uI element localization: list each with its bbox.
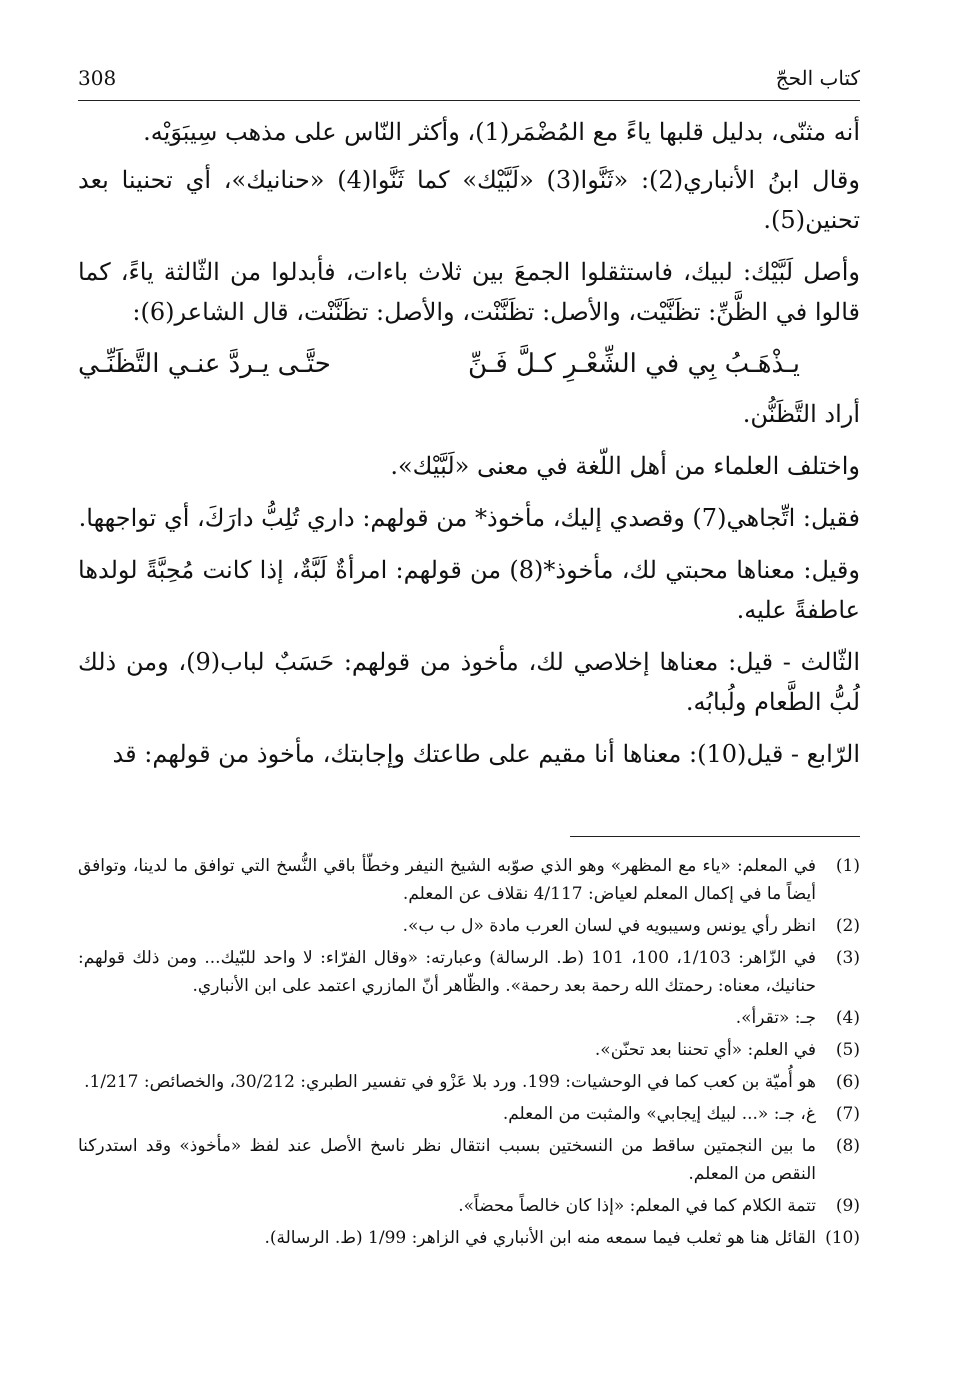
footnote bbox=[78, 1068, 860, 1096]
footnote-number: (8) bbox=[835, 1136, 860, 1156]
footnote-text: جـ: «تقرأ». bbox=[735, 1008, 816, 1028]
main-text bbox=[78, 112, 860, 786]
footnote bbox=[78, 912, 860, 940]
verse-first-hemistich: يـذْهَـبُ بِي في الشِّعْـرِ كـلَّ فَـنِّ bbox=[467, 349, 800, 379]
paragraph: فقيل: اتِّجاهي(7) وقصدي إليك، مأخوذ* من قولهم: داري تُلِبُّ دارَكَ، أي تواجهها. bbox=[78, 504, 860, 532]
footnote-number: (5) bbox=[835, 1040, 860, 1060]
footnote-text: في المعلم: «ياء مع المظهر» وهو الذي صوّبه الشيخ النيفر وخطّأ باقي النُّسخ التي توافق ما لدينا، وتوافق أيضاً ما في إكمال المعلم لعياض: 4/117 نقلاف عن المعلم. bbox=[78, 856, 816, 904]
page-number: 308 bbox=[78, 66, 117, 90]
footnote bbox=[78, 852, 860, 908]
footnote-number: (3) bbox=[835, 948, 860, 968]
poetry-verse bbox=[78, 344, 860, 384]
footnote-number: (9) bbox=[835, 1196, 860, 1216]
paragraph: الرّابع - قيل(10): معناها أنا مقيم على طاعتك وإجابتك، مأخوذ من قولهم: قد bbox=[112, 740, 860, 768]
paragraph: وأصل لَبَّيْك: لبيك، فاستثقلوا الجمعَ بين ثلاث باءات، فأبدلوا من الثّالثة ياءً، كما قالوا في الظَّنِّ: تظَنَّيْت، والأصل: تظَنَّنْت، والأصل: تظَنَّنْت، قال الشاعر(6): bbox=[78, 258, 860, 326]
paragraph: الثّالث - قيل: معناها إخلاصي لك، مأخوذ من قولهم: حَسَبٌ لباب(9)، ومن ذلك لُبُّ الطَّعام ولُبابُه. bbox=[78, 648, 860, 716]
footnote bbox=[78, 1036, 860, 1064]
footnote-text: القائل هنا هو ثعلب فيما سمعه منه ابن الأنباري في الزاهر: 1/99 (ط. الرسالة). bbox=[264, 1228, 816, 1248]
paragraph: أنه مثنّى، بدليل قلبها ياءً مع المُضْمَر(1)، وأكثر النّاس على مذهب سِيبَوَيْه. bbox=[143, 118, 860, 146]
page-header bbox=[78, 60, 860, 101]
footnote-text: غ، جـ: «... لبيك إيجابي» والمثبت من المعلم. bbox=[502, 1104, 816, 1124]
footnote bbox=[78, 1224, 860, 1252]
footnotes bbox=[78, 852, 860, 1256]
footnote bbox=[78, 1100, 860, 1128]
footnote-number: (2) bbox=[835, 916, 860, 936]
footnote bbox=[78, 1004, 860, 1032]
paragraph: أراد التَّظَنُّن. bbox=[742, 400, 860, 428]
footnote-text: ما بين النجمتين ساقط من النسختين بسبب انتقال نظر ناسخ الأصل عند لفظ «مأخوذ» وقد استدركنا النقص من المعلم. bbox=[78, 1136, 816, 1184]
footnote-number: (4) bbox=[835, 1008, 860, 1028]
running-title: كتاب الحجّ bbox=[775, 66, 860, 90]
paragraph: واختلف العلماء من أهل اللّغة في معنى «لَبَّيْك». bbox=[390, 452, 860, 480]
footnote-number: (1) bbox=[835, 856, 860, 876]
verse-second-hemistich: حتَّـى يـردَّ عنـي التَّظَنِّـي bbox=[78, 349, 331, 379]
footnote bbox=[78, 944, 860, 1000]
footnote-text: تتمة الكلام كما في المعلم: «إذا كان خالصاً محضاً». bbox=[458, 1196, 816, 1216]
footnote bbox=[78, 1132, 860, 1188]
footnote-text: هو أُميّة بن كعب كما في الوحشيات: 199. ورد بلا عَزْو في تفسير الطبري: 30/212، والخصائص: 1/217. bbox=[84, 1072, 816, 1092]
paragraph: وقال ابنُ الأنباري(2): «ثَنَّوا(3) «لَبَّيْك» كما ثَنَّوا(4) «حنانيك»، أي تحنينا بعد تحنين(5). bbox=[78, 166, 860, 234]
footnote bbox=[78, 1192, 860, 1220]
footnote-text: في العلم: «أي تحننا بعد تحنّن». bbox=[594, 1040, 816, 1060]
footnote-number: (7) bbox=[835, 1104, 860, 1124]
footnote-number: (10) bbox=[825, 1228, 860, 1248]
paragraph: وقيل: معناها محبتي لك، مأخوذ*(8) من قولهم: امرأةٌ لَبَّةٌ، إذا كانت مُحِبَّةً لولدها عاطفةً عليه. bbox=[78, 556, 860, 624]
footnote-number: (6) bbox=[835, 1072, 860, 1092]
footnote-divider bbox=[570, 836, 860, 837]
footnote-text: في الزّاهر: 1/103، 100، 101 (ط. الرسالة) وعبارته: «وقال الفرّاء: لا واحد للبّيك... ومن ذلك قولهم: حنانيك، معناه: رحمتك الله رحمة بعد رحمة». والظّاهر أنّ المازري اعتمد على ابن الأنباري. bbox=[78, 948, 816, 996]
footnote-text: انظر رأي يونس وسيبويه في لسان العرب مادة «ل ب ب». bbox=[402, 916, 816, 936]
